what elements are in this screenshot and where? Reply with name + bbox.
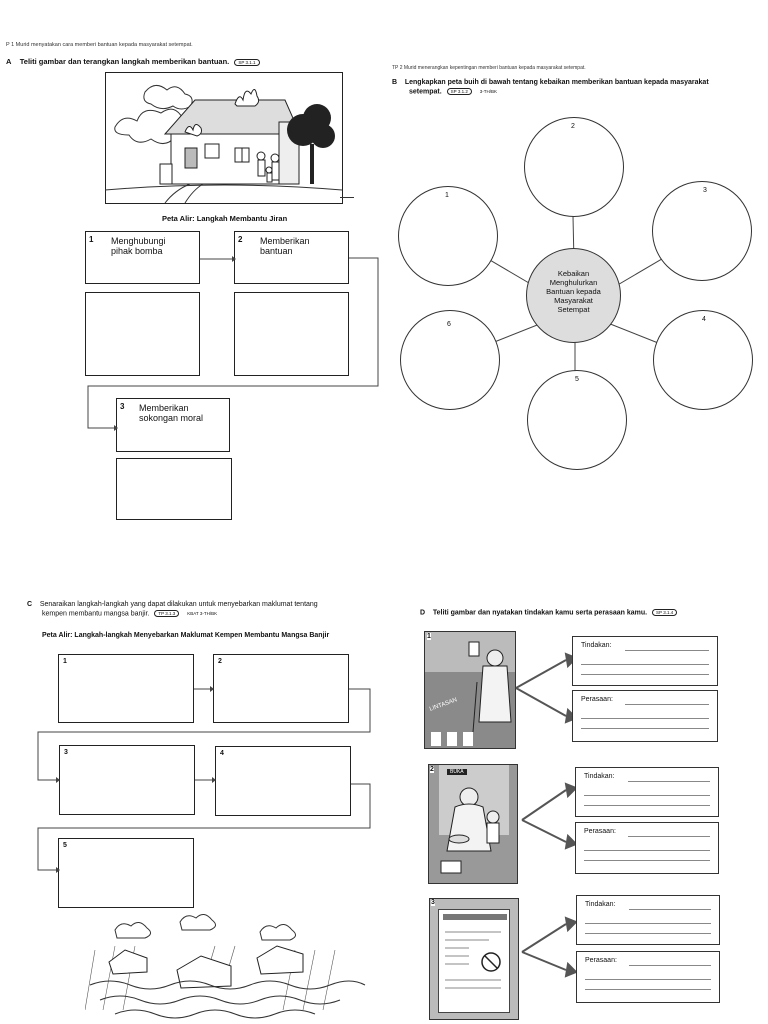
section-d-instruction-text: Teliti gambar dan nyatakan tindakan kamu serta perasaan kamu. bbox=[432, 609, 648, 617]
scenario-2-picture bbox=[428, 764, 518, 884]
scenario-3-action-line bbox=[629, 909, 711, 910]
scenario-1-feeling-line bbox=[625, 704, 709, 705]
section-b-badge: SP 3.1.2 bbox=[447, 88, 472, 95]
scenario-2-sign: BUKA bbox=[447, 769, 467, 775]
section-a-badge: SP 3.1.1 bbox=[234, 59, 259, 66]
bubble-3[interactable] bbox=[652, 181, 752, 281]
section-b-instruction-line1 bbox=[392, 79, 709, 86]
picture-underline bbox=[340, 197, 354, 198]
scenario-1-action-line bbox=[625, 650, 709, 651]
bubble-center-text: Kebaikan Menghulurkan Bantuan kepada Masyarakat Setempat bbox=[546, 269, 601, 314]
scenario-3-feeling-line bbox=[629, 965, 711, 966]
section-d-letter: D bbox=[420, 609, 426, 617]
section-b-instruction-text: Lengkapkan peta buih di bawah tentang kebaikan memberikan bantuan kepada masyarakat bbox=[404, 79, 709, 86]
bubble-6-number: 6 bbox=[447, 321, 451, 328]
flood-picture bbox=[85, 910, 370, 1020]
bubble-5[interactable] bbox=[527, 370, 627, 470]
section-a-tp-note: P 1 Murid menyatakan cara memberi bantuan kepada masyarakat setempat. bbox=[6, 42, 193, 48]
section-b-badge2: 3-TH/BK bbox=[479, 89, 498, 94]
scenario-3-picture bbox=[429, 898, 519, 1020]
flow-connectors-c bbox=[30, 680, 380, 880]
step-3-number: 3 bbox=[120, 402, 125, 411]
section-a-instruction bbox=[6, 57, 260, 66]
step-1-number: 1 bbox=[89, 235, 94, 244]
scenario-1-action-label: Tindakan: bbox=[581, 642, 612, 649]
scenario-1-feeling-box[interactable] bbox=[572, 690, 718, 742]
flood-step-4-number: 4 bbox=[220, 750, 224, 757]
scenario-3-action-label: Tindakan: bbox=[585, 901, 616, 908]
flood-step-3-number: 3 bbox=[64, 749, 68, 756]
section-c-badge: TP 3.1.3 bbox=[154, 610, 179, 617]
section-c-letter: C bbox=[27, 601, 33, 608]
scenario-1-number: 1 bbox=[427, 633, 431, 640]
section-d-badge: SP 3.1.4 bbox=[652, 609, 677, 616]
scenario-3-action-lines bbox=[585, 914, 711, 936]
bubble-4[interactable] bbox=[653, 310, 753, 410]
scenario-3-feeling-box[interactable] bbox=[576, 951, 720, 1003]
scenario-1-feeling-label: Perasaan: bbox=[581, 696, 613, 703]
step-2-text: Memberikan bantuan bbox=[260, 236, 310, 256]
section-c-instruction-text2: kempen membantu mangsa banjir. bbox=[42, 610, 150, 618]
bubble-2-number: 2 bbox=[571, 123, 575, 130]
flood-step-1-number: 1 bbox=[63, 658, 67, 665]
scenario-2-action-label: Tindakan: bbox=[584, 773, 615, 780]
section-b-instruction-line2 bbox=[409, 88, 500, 95]
bubble-3-number: 3 bbox=[703, 187, 707, 194]
flood-step-5-number: 5 bbox=[63, 842, 67, 849]
section-c-instruction-text: Senaraikan langkah-langkah yang dapat dilakukan untuk menyebarkan maklumat tentang bbox=[39, 601, 318, 608]
bubble-center bbox=[526, 248, 621, 343]
bubble-4-number: 4 bbox=[702, 316, 706, 323]
section-a-flow-title: Peta Alir: Langkah Membantu Jiran bbox=[162, 214, 288, 223]
bubble-6[interactable] bbox=[400, 310, 500, 410]
bubble-1-number: 1 bbox=[445, 192, 449, 199]
scenario-2-action-lines bbox=[584, 786, 710, 808]
section-d-instruction bbox=[420, 609, 677, 616]
scenario-3-poster bbox=[438, 909, 510, 1013]
scenario-2-action-line bbox=[628, 781, 710, 782]
scenario-2-action-box[interactable] bbox=[575, 767, 719, 817]
scenario-1-action-lines bbox=[581, 655, 709, 677]
scenario-1-sign: LINTASAN bbox=[428, 697, 459, 713]
step-2-number: 2 bbox=[238, 235, 243, 244]
scenario-3-number: 3 bbox=[431, 899, 435, 906]
scenario-arrows bbox=[510, 630, 580, 1020]
scenario-2-feeling-lines bbox=[584, 841, 710, 865]
scenario-1-feeling-lines bbox=[581, 709, 709, 733]
section-b-tp-note: TP 2 Murid menerangkan kepentingan memberi bantuan kepada masyarakat setempat. bbox=[392, 65, 586, 71]
step-3-text: Memberikan sokongan moral bbox=[139, 403, 204, 423]
section-c-flow-title: Peta Alir: Langkah-langkah Menyebarkan Maklumat Kempen Membantu Mangsa Banjir bbox=[42, 632, 330, 639]
scenario-3-action-box[interactable] bbox=[576, 895, 720, 945]
scenario-2-number: 2 bbox=[430, 766, 434, 773]
scenario-1-action-box[interactable] bbox=[572, 636, 718, 686]
scenario-2-feeling-label: Perasaan: bbox=[584, 828, 616, 835]
scenario-3-feeling-label: Perasaan: bbox=[585, 957, 617, 964]
bubble-5-number: 5 bbox=[575, 376, 579, 383]
section-a-letter: A bbox=[6, 57, 12, 66]
bubble-2[interactable] bbox=[524, 117, 624, 217]
step-1-text: Menghubungi pihak bomba bbox=[111, 236, 166, 256]
section-c-instruction-line2 bbox=[42, 610, 220, 617]
section-b-letter: B bbox=[392, 79, 398, 86]
section-c-badge2: KBAT 3-TH/BK bbox=[187, 611, 218, 616]
scenario-3-feeling-lines bbox=[585, 970, 711, 994]
scenario-2-feeling-line bbox=[628, 836, 710, 837]
section-a-instruction-text: Teliti gambar dan terangkan langkah memberikan bantuan. bbox=[19, 57, 230, 66]
section-c-instruction-line1 bbox=[27, 601, 318, 608]
flood-step-2-number: 2 bbox=[218, 658, 222, 665]
house-fire-picture bbox=[105, 72, 343, 204]
scenario-2-feeling-box[interactable] bbox=[575, 822, 719, 874]
step-3-answer-box[interactable] bbox=[116, 458, 232, 520]
flow-connectors-a bbox=[80, 250, 382, 432]
bubble-1[interactable] bbox=[398, 186, 498, 286]
section-b-instruction-text2: setempat. bbox=[409, 88, 442, 96]
scenario-1-picture bbox=[424, 631, 516, 749]
